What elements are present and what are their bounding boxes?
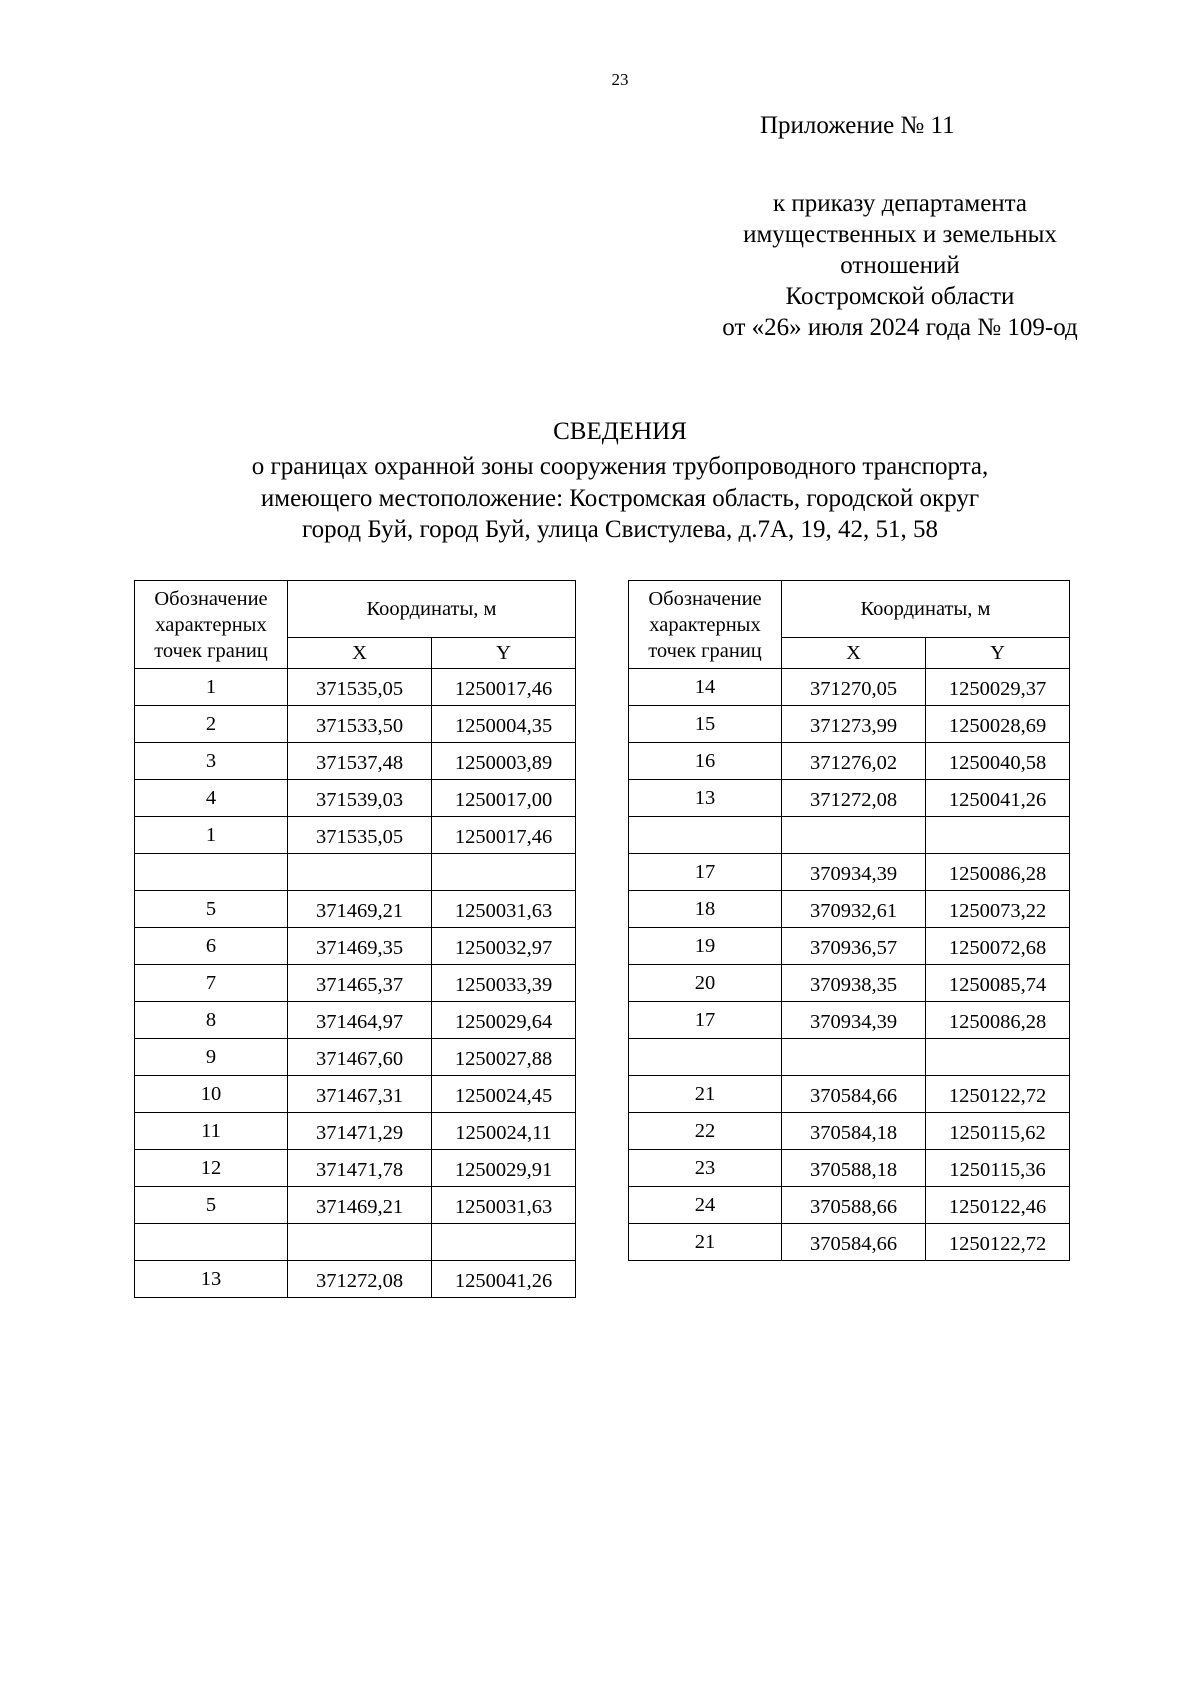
point-id: 1 <box>135 817 288 854</box>
coord-x: 371469,35 <box>288 928 432 965</box>
point-id: 3 <box>135 743 288 780</box>
table-row <box>135 1150 576 1187</box>
coord-x: 371469,21 <box>288 891 432 928</box>
order-line: отношений <box>840 252 960 279</box>
coord-y <box>926 1039 1070 1076</box>
coord-x: 371539,03 <box>288 780 432 817</box>
point-id: 4 <box>135 780 288 817</box>
coord-x: 370938,35 <box>782 965 926 1002</box>
separator-row <box>629 817 1070 854</box>
coord-x: 371471,78 <box>288 1150 432 1187</box>
coord-y: 1250029,91 <box>432 1150 576 1187</box>
table-row <box>629 1150 1070 1187</box>
coord-y <box>926 817 1070 854</box>
coord-x: 371535,05 <box>288 669 432 706</box>
table-row <box>629 1113 1070 1150</box>
coord-y: 1250028,69 <box>926 706 1070 743</box>
table-row <box>135 669 576 706</box>
table-row <box>629 1076 1070 1113</box>
point-id: 23 <box>629 1150 782 1187</box>
table-row <box>135 928 576 965</box>
point-id: 12 <box>135 1150 288 1187</box>
coord-y <box>432 854 576 891</box>
document-heading: СВЕДЕНИЯ <box>553 418 687 445</box>
document-subheading <box>0 451 1200 546</box>
table-row <box>629 928 1070 965</box>
table-row <box>629 1224 1070 1261</box>
point-id: 8 <box>135 1002 288 1039</box>
header-y: Y <box>432 638 576 669</box>
separator-row <box>135 854 576 891</box>
appendix-title: Приложение № 11 <box>760 112 955 139</box>
order-line: к приказу департамента <box>772 190 1028 217</box>
coord-y: 1250072,68 <box>926 928 1070 965</box>
point-id: 19 <box>629 928 782 965</box>
table-row <box>135 891 576 928</box>
header-x: X <box>288 638 432 669</box>
header-point-label: Обозначение характерных точек границ <box>629 581 782 669</box>
point-id: 17 <box>629 854 782 891</box>
coordinates-table-left <box>134 580 576 1298</box>
point-id: 16 <box>629 743 782 780</box>
order-line: от «26» июля 2024 года № 109-од <box>722 314 1078 341</box>
table-row <box>135 1187 576 1224</box>
coord-x <box>288 1224 432 1261</box>
point-id: 21 <box>629 1076 782 1113</box>
coord-y: 1250032,97 <box>432 928 576 965</box>
table-row <box>629 891 1070 928</box>
coord-y: 1250041,26 <box>926 780 1070 817</box>
coord-x: 371537,48 <box>288 743 432 780</box>
coord-y: 1250033,39 <box>432 965 576 1002</box>
point-id <box>629 1039 782 1076</box>
table-row <box>629 1002 1070 1039</box>
point-id: 20 <box>629 965 782 1002</box>
table-row <box>629 706 1070 743</box>
point-id <box>629 817 782 854</box>
table-row <box>629 743 1070 780</box>
point-id: 24 <box>629 1187 782 1224</box>
coord-y: 1250115,62 <box>926 1113 1070 1150</box>
separator-row <box>629 1039 1070 1076</box>
coord-y: 1250115,36 <box>926 1150 1070 1187</box>
coord-x: 370934,39 <box>782 1002 926 1039</box>
point-id: 5 <box>135 1187 288 1224</box>
coord-y: 1250040,58 <box>926 743 1070 780</box>
point-id: 21 <box>629 1224 782 1261</box>
coord-x: 371467,31 <box>288 1076 432 1113</box>
point-id: 5 <box>135 891 288 928</box>
coord-x: 371464,97 <box>288 1002 432 1039</box>
subheading-line: имеющего местоположение: Костромская область, городской округ <box>260 484 980 512</box>
coord-x <box>782 1039 926 1076</box>
coord-y: 1250041,26 <box>432 1261 576 1298</box>
table-row <box>135 1113 576 1150</box>
coord-y: 1250086,28 <box>926 1002 1070 1039</box>
coord-x: 371272,08 <box>782 780 926 817</box>
coordinates-table-right <box>628 580 1070 1261</box>
table-row <box>135 817 576 854</box>
coord-y: 1250122,46 <box>926 1187 1070 1224</box>
coord-y: 1250017,46 <box>432 817 576 854</box>
coord-x: 371471,29 <box>288 1113 432 1150</box>
coord-x: 371273,99 <box>782 706 926 743</box>
coord-x: 370584,66 <box>782 1224 926 1261</box>
point-id: 15 <box>629 706 782 743</box>
coord-x: 371272,08 <box>288 1261 432 1298</box>
subheading-line: город Буй, город Буй, улица Свистулева, д.7А, 19, 42, 51, 58 <box>301 516 939 543</box>
coord-x: 371465,37 <box>288 965 432 1002</box>
point-id <box>135 854 288 891</box>
table-row <box>135 706 576 743</box>
coord-y: 1250029,37 <box>926 669 1070 706</box>
coord-x: 371276,02 <box>782 743 926 780</box>
point-id: 22 <box>629 1113 782 1150</box>
table-row <box>629 854 1070 891</box>
table-row <box>135 1002 576 1039</box>
coord-y: 1250027,88 <box>432 1039 576 1076</box>
coord-x: 371535,05 <box>288 817 432 854</box>
header-x: X <box>782 638 926 669</box>
point-id: 13 <box>135 1261 288 1298</box>
coord-y: 1250073,22 <box>926 891 1070 928</box>
coord-x: 370934,39 <box>782 854 926 891</box>
point-id: 13 <box>629 780 782 817</box>
coord-x: 370584,66 <box>782 1076 926 1113</box>
point-id: 2 <box>135 706 288 743</box>
header-y: Y <box>926 638 1070 669</box>
table-row <box>135 1261 576 1298</box>
table-row <box>135 743 576 780</box>
point-id: 18 <box>629 891 782 928</box>
coord-x: 370588,18 <box>782 1150 926 1187</box>
table-row <box>135 1039 576 1076</box>
coord-y: 1250031,63 <box>432 1187 576 1224</box>
table-row <box>135 780 576 817</box>
point-id: 10 <box>135 1076 288 1113</box>
coord-y: 1250003,89 <box>432 743 576 780</box>
coord-y: 1250024,11 <box>432 1113 576 1150</box>
coord-x: 370932,61 <box>782 891 926 928</box>
point-id: 6 <box>135 928 288 965</box>
order-line: Костромской области <box>785 283 1015 310</box>
coord-y: 1250086,28 <box>926 854 1070 891</box>
point-id: 14 <box>629 669 782 706</box>
coord-y: 1250031,63 <box>432 891 576 928</box>
header-coordinates: Координаты, м <box>782 581 1070 638</box>
coord-x: 371469,21 <box>288 1187 432 1224</box>
coord-x: 371270,05 <box>782 669 926 706</box>
order-line: имущественных и земельных <box>743 221 1057 248</box>
coord-x: 370936,57 <box>782 928 926 965</box>
coord-y: 1250004,35 <box>432 706 576 743</box>
coord-y: 1250085,74 <box>926 965 1070 1002</box>
page-number: 23 <box>611 70 629 89</box>
order-reference <box>640 188 1160 343</box>
table-row <box>629 965 1070 1002</box>
point-id: 1 <box>135 669 288 706</box>
point-id <box>135 1224 288 1261</box>
coord-y: 1250017,46 <box>432 669 576 706</box>
header-point-label: Обозначение характерных точек границ <box>135 581 288 669</box>
table-row <box>135 965 576 1002</box>
coord-y <box>432 1224 576 1261</box>
separator-row <box>135 1224 576 1261</box>
coord-x: 370584,18 <box>782 1113 926 1150</box>
table-row <box>629 669 1070 706</box>
point-id: 7 <box>135 965 288 1002</box>
coord-y: 1250122,72 <box>926 1224 1070 1261</box>
table-row <box>629 780 1070 817</box>
coord-y: 1250024,45 <box>432 1076 576 1113</box>
coord-y: 1250122,72 <box>926 1076 1070 1113</box>
coord-y: 1250029,64 <box>432 1002 576 1039</box>
subheading-line: о границах охранной зоны сооружения трубопроводного транспорта, <box>251 453 989 480</box>
table-row <box>629 1187 1070 1224</box>
header-coordinates: Координаты, м <box>288 581 576 638</box>
coord-x <box>782 817 926 854</box>
table-row <box>135 1076 576 1113</box>
coord-y: 1250017,00 <box>432 780 576 817</box>
coord-x <box>288 854 432 891</box>
coord-x: 371533,50 <box>288 706 432 743</box>
coord-x: 370588,66 <box>782 1187 926 1224</box>
point-id: 9 <box>135 1039 288 1076</box>
coord-x: 371467,60 <box>288 1039 432 1076</box>
point-id: 17 <box>629 1002 782 1039</box>
point-id: 11 <box>135 1113 288 1150</box>
